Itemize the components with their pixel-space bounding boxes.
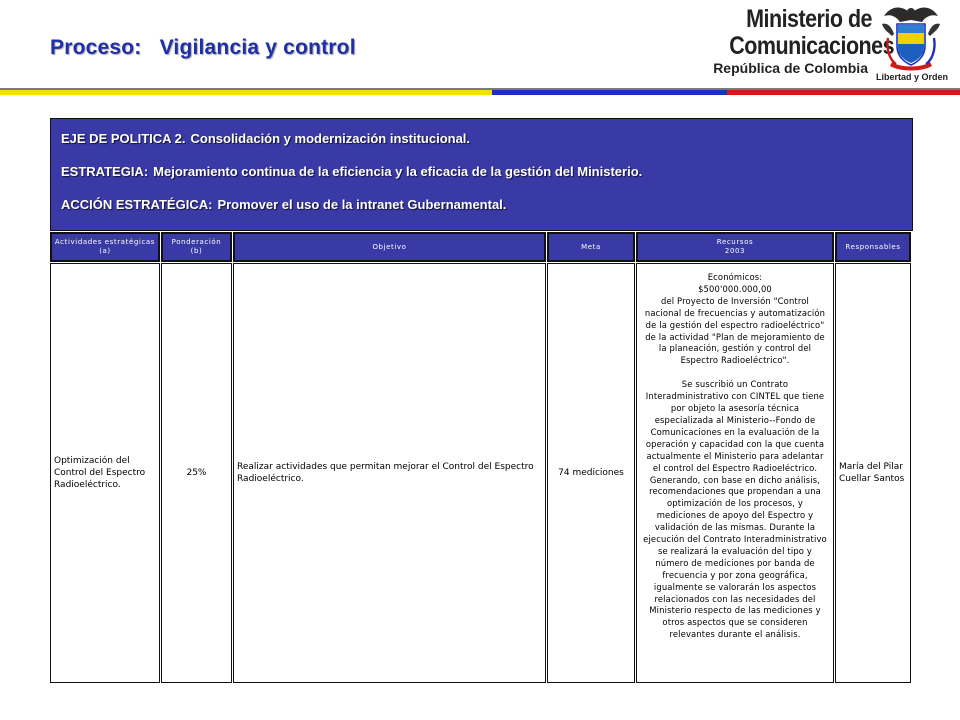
stripe-blue (492, 88, 727, 95)
header-actividades-line2: (a) (99, 247, 111, 255)
recursos-contrato-line: relacionados con las necesidades del (654, 593, 816, 604)
recursos-contrato-line: igualmente se valorarán los aspectos (653, 581, 817, 592)
recursos-contrato-line: recomendaciones que propendan a una (649, 486, 821, 497)
estrategia-line (61, 164, 902, 179)
recursos-economicos-line: del Proyecto de Inversión "Control (661, 295, 809, 306)
accion-line (61, 197, 902, 212)
cell-meta-text: 74 mediciones (558, 468, 624, 478)
recursos-contrato-line: ejecución del Contrato Interadministrativo (643, 534, 827, 545)
recursos-contrato-line: número de mediciones por banda de (655, 557, 815, 568)
policy-panel (50, 118, 913, 231)
recursos-contrato-line: Comunicaciones en la evaluación de la (650, 426, 820, 437)
cell-responsables-text: María del Pilar Cuellar Santos (839, 462, 905, 484)
cell-responsables (835, 263, 911, 683)
ministry-line-2: Comunicaciones (729, 32, 895, 60)
header-objetivo-label: Objetivo (372, 242, 407, 251)
ministry-line-1: Ministerio de (746, 5, 872, 33)
header-recursos-line2: 2003 (724, 247, 746, 255)
recursos-economicos-line: nacional de frecuencias y automatización (644, 307, 826, 318)
cell-objetivo (233, 263, 546, 683)
accion-label: ACCIÓN ESTRATÉGICA: (61, 197, 213, 212)
cell-recursos (636, 263, 834, 683)
recursos-contrato-line: relevantes durante el análisis. (669, 629, 801, 640)
motto-text: Libertad y Orden (876, 72, 949, 82)
header-meta (547, 232, 635, 262)
header-responsables (835, 232, 911, 262)
recursos-contrato-line: mediciones de apoyo del Espectro y (656, 510, 814, 521)
recursos-contrato-line: operación y capacidad con la que cuenta (645, 438, 825, 449)
header-actividades-line1: Actividades estratégicas (54, 238, 156, 246)
cell-meta (547, 263, 635, 683)
process-value: Vigilancia y control (159, 36, 356, 59)
recursos-contrato-line: por objeto la asesoría técnica (670, 403, 800, 414)
recursos-contrato-line: frecuencia y por zona geográfica, (662, 569, 808, 580)
recursos-economicos-line: Espectro Radioeléctrico". (680, 355, 790, 366)
recursos-contrato-line: Ministerio respecto de las mediciones y (649, 605, 821, 616)
header-meta-label: Meta (581, 242, 601, 251)
recursos-contrato-line: otros aspectos que se consideren (662, 617, 808, 628)
recursos-contrato-line: se realizará la evaluación del tipo y (658, 545, 812, 556)
header-ponderacion (161, 232, 232, 262)
cell-ponderacion-text: 25% (186, 468, 207, 478)
coat-of-arms-icon (878, 2, 944, 78)
recursos-contrato-line: Generando, con base en dicho análisis, (649, 474, 821, 485)
stripe-yellow (0, 88, 492, 95)
process-label: Proceso: (50, 36, 142, 59)
header-responsables-label: Responsables (845, 242, 901, 251)
header-recursos-line1: Recursos (716, 238, 754, 246)
page-title (50, 36, 356, 60)
recursos-economicos-line: $500'000.000,00 (698, 283, 772, 294)
eje-line (61, 131, 902, 146)
recursos-economicos-line: de la actividad "Plan de mejoramiento de (645, 331, 825, 342)
header-objetivo (233, 232, 546, 262)
recursos-contrato-line: Interadministrativo con CINTEL que tiene (645, 391, 825, 402)
recursos-contrato-line: validación de las mismas. Durante la (654, 522, 816, 533)
cell-ponderacion (161, 263, 232, 683)
recursos-contrato-line: actualmente el Ministerio para adelantar (646, 450, 824, 461)
ministry-line-3: República de Colombia (713, 60, 868, 76)
recursos-economicos-line: de la gestión del espectro radioeléctrico" (645, 319, 825, 330)
recursos-contrato-line: Se suscribió un Contrato (681, 379, 789, 390)
ministry-logo-text (706, 5, 895, 77)
cell-actividad-text: Optimización del Control del Espectro Radioeléctrico. (54, 456, 146, 490)
estrategia-label: ESTRATEGIA: (61, 164, 149, 179)
cell-actividad (50, 263, 160, 683)
eje-value: Consolidación y modernización institucional. (190, 131, 471, 146)
header-actividades (50, 232, 160, 262)
cell-objetivo-text: Realizar actividades que permitan mejorar el Control del Espectro Radioeléctrico. (237, 462, 534, 484)
recursos-contrato-line: el control del Espectro Radioeléctrico. (652, 462, 818, 473)
recursos-economicos-line: Económicos: (707, 272, 763, 282)
header-ponderacion-line1: Ponderación (171, 238, 222, 246)
recursos-text (637, 264, 833, 641)
accion-value: Promover el uso de la intranet Gubernamental. (217, 197, 507, 212)
estrategia-value: Mejoramiento continua de la eficiencia y la eficacia de la gestión del Ministerio. (153, 164, 643, 179)
stripe-red (727, 88, 960, 95)
eje-label: EJE DE POLITICA 2. (61, 131, 186, 146)
recursos-contrato-line: optimización de los procesos, y (667, 498, 803, 509)
recursos-contrato-line: especializada al Ministerio--Fondo de (654, 414, 816, 425)
header-ponderacion-line2: (b) (190, 247, 203, 255)
recursos-block-contrato (639, 379, 831, 641)
recursos-economicos-line: la planeación, gestión y control del (658, 343, 812, 354)
header-recursos (636, 232, 834, 262)
recursos-block-economicos (639, 272, 831, 367)
